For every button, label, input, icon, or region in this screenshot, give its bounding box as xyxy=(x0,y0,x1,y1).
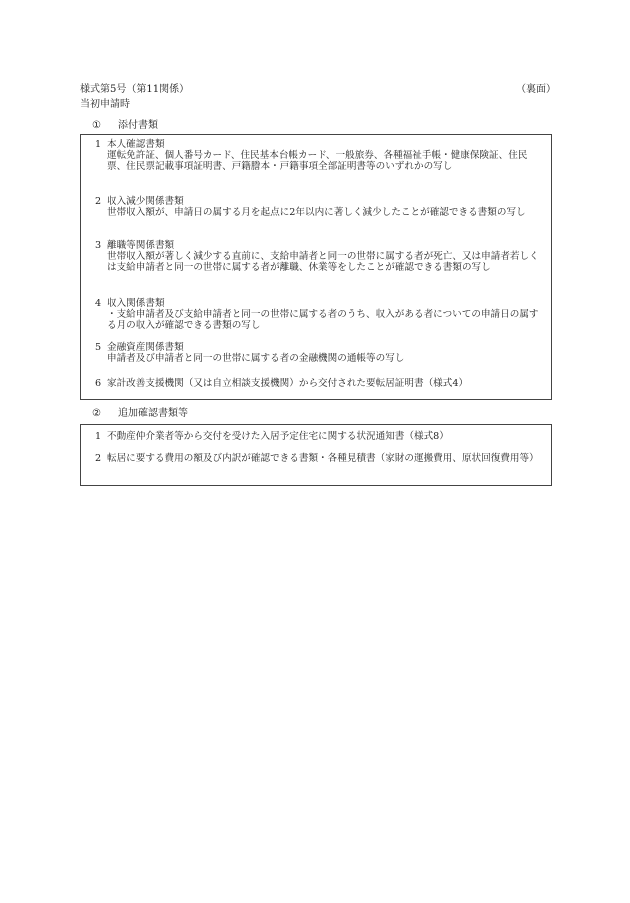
item-number: 6 xyxy=(95,378,102,389)
item-number: 1 xyxy=(95,139,102,150)
list-item xyxy=(95,196,545,218)
item-title: 収入関係書類 xyxy=(107,298,165,309)
item-title: 家計改善支援機関（又は自立相談支援機関）から交付された要転居証明書（様式4） xyxy=(107,378,469,389)
item-title: 離職等関係書類 xyxy=(107,240,175,251)
attachments-box xyxy=(80,134,552,400)
item-body: ・支給申請者及び支給申請者と同一の世帯に属する者のうち、収入がある者についての申請日の属する月の収入が確認できる書類の写し xyxy=(107,309,539,332)
additional-box xyxy=(80,424,552,486)
item-body: 世帯収入額が著しく減少する直前に、支給申請者と同一の世帯に属する者が死亡、又は申請者若しくは支給申請者と同一の世帯に属する者が離職、休業等をしたことが確認できる書類の写し xyxy=(107,251,539,274)
section-heading-attachments xyxy=(92,120,158,132)
item-number: 2 xyxy=(95,453,102,464)
list-item xyxy=(95,431,545,442)
item-title: 不動産仲介業者等から交付を受けた入居予定住宅に関する状況通知書（様式8） xyxy=(107,431,449,442)
section-heading-additional xyxy=(92,408,188,420)
side-label: （裏面） xyxy=(516,84,556,95)
form-number: 様式第5号（第11関係） xyxy=(80,84,190,95)
list-item xyxy=(95,298,545,332)
item-number: 5 xyxy=(95,342,102,353)
list-item xyxy=(95,453,545,464)
item-body: 世帯収入額が、申請日の属する月を起点に2年以内に著しく減少したことが確認できる書類の写し xyxy=(107,207,526,219)
item-number: 3 xyxy=(95,240,102,251)
list-item xyxy=(95,378,545,389)
section-title: 添付書類 xyxy=(118,120,158,131)
item-title: 金融資産関係書類 xyxy=(107,342,184,353)
section-number: ① xyxy=(92,120,101,131)
item-number: 4 xyxy=(95,298,102,309)
section-number: ② xyxy=(92,408,101,419)
list-item xyxy=(95,240,545,274)
item-body: 転居に要する費用の額及び内訳が確認できる書類・各種見積書（家財の運搬費用、原状回復費用等） xyxy=(107,453,539,464)
subtitle: 当初申請時 xyxy=(80,99,130,110)
item-number: 1 xyxy=(95,431,102,442)
item-body: 運転免許証、個人番号カード、住民基本台帳カード、一般旅券、各種福祉手帳・健康保険証、住民票、住民票記載事項証明書、戸籍謄本・戸籍事項全部証明書等のいずれかの写し xyxy=(107,150,528,173)
list-item xyxy=(95,342,545,364)
list-item xyxy=(95,139,545,173)
section-title: 追加確認書類等 xyxy=(118,408,188,419)
item-number: 2 xyxy=(95,196,102,207)
item-title: 収入減少関係書類 xyxy=(107,196,184,207)
item-body: 申請者及び申請者と同一の世帯に属する者の金融機関の通帳等の写し xyxy=(107,353,405,365)
item-title: 本人確認書類 xyxy=(107,139,165,150)
